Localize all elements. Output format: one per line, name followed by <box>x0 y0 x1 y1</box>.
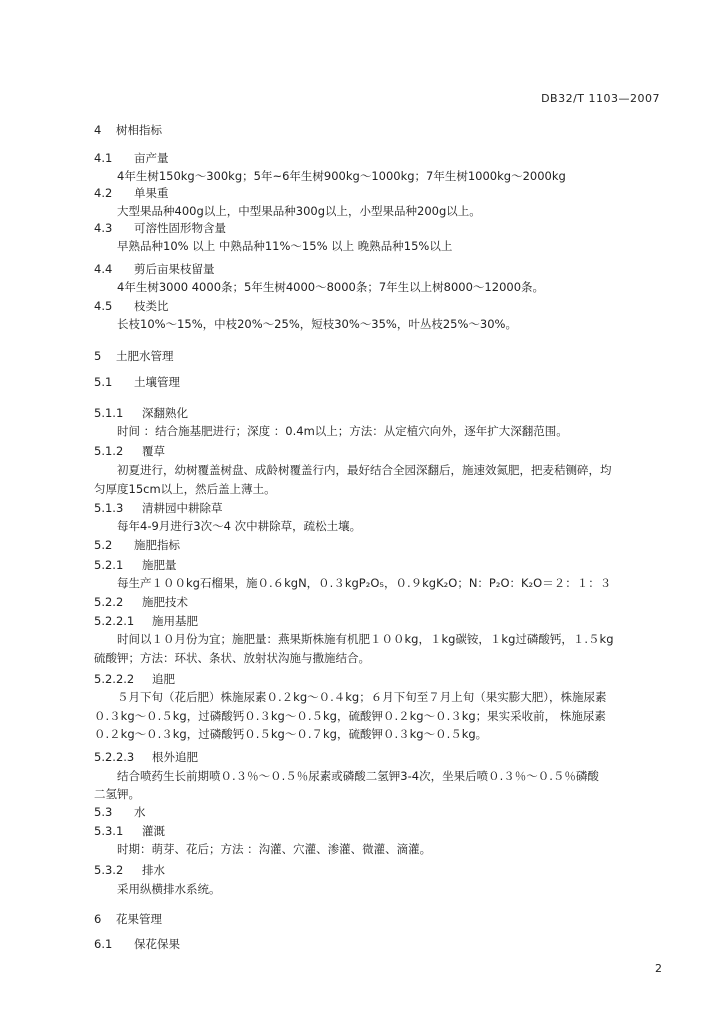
paragraph-line <box>117 279 544 295</box>
section-number: 5 <box>94 349 102 363</box>
section-number: 6 <box>94 912 102 926</box>
section-number: 4.4 <box>94 262 113 276</box>
section-number: 5.1.1 <box>94 406 124 420</box>
page-number: 2 <box>655 962 662 975</box>
heading-text: 清耕园中耕除草 <box>142 501 223 515</box>
section-number: 5.3.1 <box>94 824 124 838</box>
heading-text: 追肥 <box>152 672 175 686</box>
paragraph-line <box>117 631 614 647</box>
section-number: 5.1.3 <box>94 501 124 515</box>
line-text: 早熟品种10% 以上 中熟品种11%～15% 以上 晚熟品种15%以上 <box>117 239 453 253</box>
section-heading <box>94 594 188 610</box>
heading-text: 施肥技术 <box>142 595 188 609</box>
section-heading <box>94 220 226 236</box>
section-number: 4 <box>94 123 102 137</box>
paragraph-line <box>117 423 568 439</box>
paragraph-line <box>117 881 221 897</box>
section-number: 5.1 <box>94 375 113 389</box>
line-text: ０.２kg～０.３kg，过磷酸钙０.５kg～０.７kg，硫酸钾０.３kg～０.５kg。 <box>94 727 488 741</box>
heading-text: 覆草 <box>142 444 165 458</box>
section-number: 5.2.2.2 <box>94 672 135 686</box>
section-number: 6.1 <box>94 937 113 951</box>
line-text: 每生产１００kg石榴果，施０.６kgN，０.３kgP₂O₅，０.９kgK₂O；N：P₂O：K₂O＝２：１：３ <box>117 576 612 590</box>
section-heading <box>94 749 198 765</box>
line-text: 大型果品种400g以上，中型果品种300g以上，小型果品种200g以上。 <box>117 204 481 218</box>
section-heading <box>94 911 162 927</box>
paragraph-line <box>94 481 276 497</box>
section-heading <box>94 150 169 166</box>
heading-text: 树相指标 <box>116 123 162 137</box>
heading-text: 土肥水管理 <box>116 349 174 363</box>
heading-text: 深翻熟化 <box>142 406 188 420</box>
paragraph-line <box>117 841 431 857</box>
paragraph-line <box>117 238 452 254</box>
section-heading <box>94 804 146 820</box>
heading-text: 施肥量 <box>142 558 177 572</box>
heading-text: 亩产量 <box>134 151 169 165</box>
heading-text: 水 <box>134 805 146 819</box>
section-number: 5.2.2.3 <box>94 750 135 764</box>
line-text: ５月下旬（花后肥）株施尿素０.２kg～０.４kg；６月下旬至７月上旬（果实膨大肥），株施尿素 <box>117 690 607 704</box>
section-number: 5.3.2 <box>94 863 124 877</box>
heading-text: 根外追肥 <box>152 750 198 764</box>
section-heading <box>94 261 215 277</box>
line-text: 二氢钾。 <box>94 787 140 801</box>
section-heading <box>94 823 165 839</box>
heading-text: 土壤管理 <box>134 375 180 389</box>
section-heading <box>94 443 165 459</box>
section-heading <box>94 936 180 952</box>
section-heading <box>94 613 198 629</box>
heading-text: 灌溉 <box>142 824 165 838</box>
section-number: 4.5 <box>94 299 113 313</box>
line-text: 每年4-9月进行3次～4 次中耕除草，疏松土壤。 <box>117 519 362 533</box>
section-number: 4.3 <box>94 221 113 235</box>
section-number: 5.2.2.1 <box>94 614 135 628</box>
paragraph-line <box>94 650 370 666</box>
section-heading <box>94 537 180 553</box>
line-text: 采用纵横排水系统。 <box>117 882 221 896</box>
heading-text: 保花保果 <box>134 937 180 951</box>
line-text: 4年生树150kg～300kg；5年~6年生树900kg～1000kg；7年生树1000kg～2000kg <box>117 169 566 183</box>
line-text: 时间 ：结合施基肥进行；深度 ：0.4m以上；方法：从定植穴向外，逐年扩大深翻范围。 <box>117 424 568 438</box>
section-number: 4.1 <box>94 151 113 165</box>
section-number: 5.2.1 <box>94 558 124 572</box>
paragraph-line <box>117 203 481 219</box>
heading-text: 可溶性固形物含量 <box>134 221 226 235</box>
line-text: ０.３kg～０.５kg，过磷酸钙０.３kg～０.５kg，硫酸钾０.２kg～０.３kg；果实采收前， 株施尿素 <box>94 709 606 723</box>
line-text: 匀厚度15cm以上，然后盖上薄土。 <box>94 482 276 496</box>
standard-code: DB32/T 1103—2007 <box>541 92 660 105</box>
section-heading <box>94 374 180 390</box>
section-heading <box>94 405 188 421</box>
paragraph-line <box>94 708 606 724</box>
section-number: 5.1.2 <box>94 444 124 458</box>
heading-text: 单果重 <box>134 186 169 200</box>
line-text: 长枝10%～15%，中枝20%～25%，短枝30%～35%，叶丛枝25%～30%。 <box>117 317 517 331</box>
paragraph-line <box>117 462 612 478</box>
heading-text: 排水 <box>142 863 165 877</box>
section-heading <box>94 298 169 314</box>
line-text: 结合喷药生长前期喷０.３％～０.５％尿素或磷酸二氢钾3-4次，坐果后喷０.３％～０.５％磷酸 <box>117 769 599 783</box>
paragraph-line <box>117 168 566 184</box>
heading-text: 施用基肥 <box>152 614 198 628</box>
section-heading <box>94 671 175 687</box>
paragraph-line <box>117 518 361 534</box>
heading-text: 施肥指标 <box>134 538 180 552</box>
paragraph-line <box>117 575 611 591</box>
line-text: 初夏进行，幼树覆盖树盘、成龄树覆盖行内，最好结合全园深翻后，施速效氮肥，把麦秸铡碎，均 <box>117 463 612 477</box>
paragraph-line <box>94 786 140 802</box>
paragraph-line <box>94 726 487 742</box>
heading-text: 剪后亩果枝留量 <box>134 262 215 276</box>
section-number: 5.3 <box>94 805 113 819</box>
line-text: 时间以１０月份为宜；施肥量：燕果斯株施有机肥１００kg，１kg碳铵，１kg过磷酸钙，１.５kg <box>117 632 614 646</box>
heading-text: 枝类比 <box>134 299 169 313</box>
paragraph-line <box>117 316 517 332</box>
heading-text: 花果管理 <box>116 912 162 926</box>
section-number: 5.2.2 <box>94 595 124 609</box>
section-heading <box>94 500 223 516</box>
section-number: 4.2 <box>94 186 113 200</box>
section-heading <box>94 122 162 138</box>
section-heading <box>94 862 165 878</box>
section-heading <box>94 557 177 573</box>
line-text: 硫酸钾；方法：环状、条状、放射状沟施与撒施结合。 <box>94 651 370 665</box>
section-number: 5.2 <box>94 538 113 552</box>
paragraph-line <box>117 689 606 705</box>
section-heading <box>94 185 169 201</box>
section-heading <box>94 348 174 364</box>
paragraph-line <box>117 768 599 784</box>
line-text: 时期：萌芽、花后；方法 ：沟灌、穴灌、渗灌、微灌、滴灌。 <box>117 842 432 856</box>
line-text: 4年生树3000 4000条；5年生树4000～8000条；7年生以上树8000～12000条。 <box>117 280 545 294</box>
